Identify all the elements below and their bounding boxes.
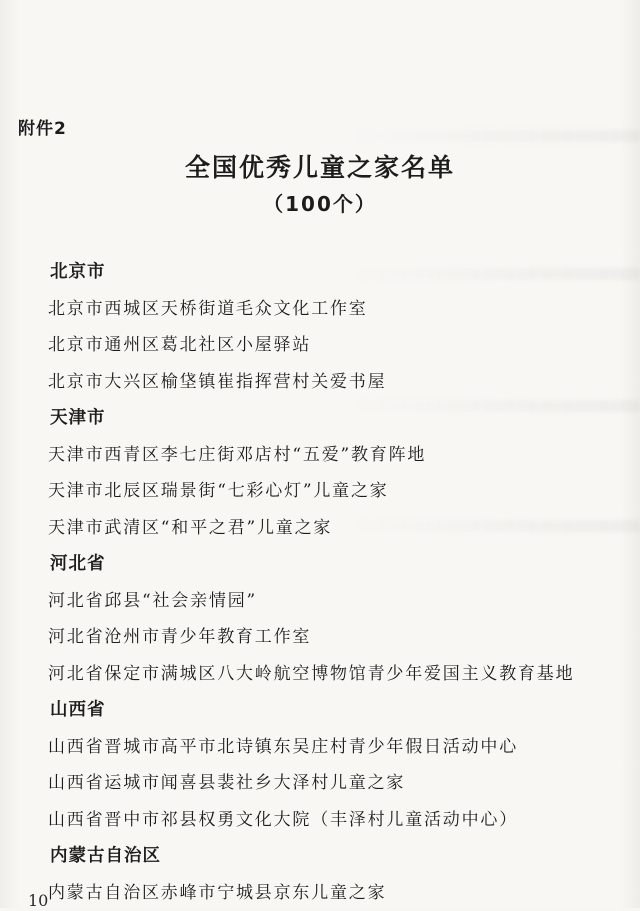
region-heading: 山西省: [48, 692, 628, 729]
page-subtitle: （100个）: [0, 188, 640, 217]
region-heading: 北京市: [48, 254, 628, 291]
list-item: 河北省保定市满城区八大岭航空博物馆青少年爱国主义教育基地: [48, 656, 628, 693]
list-item: 内蒙古自治区赤峰市宁城县京东儿童之家: [48, 875, 628, 911]
list-item: 北京市大兴区榆垡镇崔指挥营村关爱书屋: [48, 364, 628, 401]
attachment-label: 附件2: [18, 114, 67, 139]
list-item: 天津市武清区“和平之君”儿童之家: [48, 510, 628, 547]
award-list: [48, 254, 628, 911]
page-title: 全国优秀儿童之家名单: [0, 148, 640, 184]
list-item: 北京市西城区天桥街道毛众文化工作室: [48, 291, 628, 328]
list-item: 山西省运城市闻喜县裴社乡大泽村儿童之家: [48, 765, 628, 802]
show-through-mark: [340, 130, 640, 142]
region-heading: 河北省: [48, 546, 628, 583]
region-heading: 天津市: [48, 400, 628, 437]
list-item: 河北省邱县“社会亲情园”: [48, 583, 628, 620]
list-item: 河北省沧州市青少年教育工作室: [48, 619, 628, 656]
list-item: 天津市西青区李七庄街邓店村“五爱”教育阵地: [48, 437, 628, 474]
list-item: 山西省晋中市祁县权勇文化大院（丰泽村儿童活动中心）: [48, 802, 628, 839]
region-heading: 内蒙古自治区: [48, 838, 628, 875]
list-item: 天津市北辰区瑞景街“七彩心灯”儿童之家: [48, 473, 628, 510]
list-item: 北京市通州区葛北社区小屋驿站: [48, 327, 628, 364]
page-number: 10: [28, 893, 48, 909]
list-item: 山西省晋城市高平市北诗镇东吴庄村青少年假日活动中心: [48, 729, 628, 766]
